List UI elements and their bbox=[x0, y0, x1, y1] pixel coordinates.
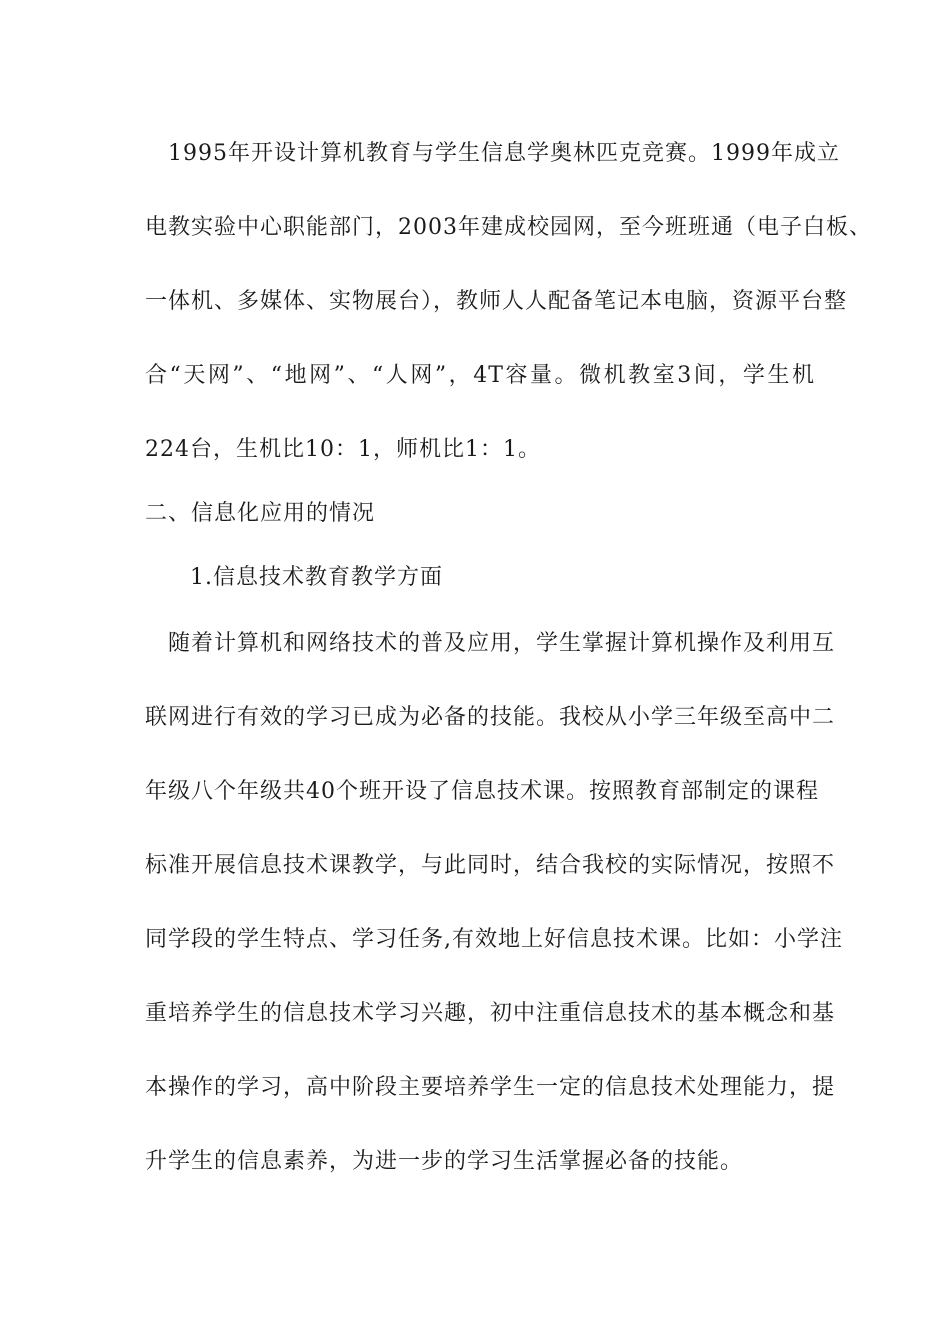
subsection-heading: 1.信息技术教育教学方面 bbox=[190, 565, 443, 590]
section-heading: 二、信息化应用的情况 bbox=[145, 501, 376, 526]
paragraph-line: 1995年开设计算机教育与学生信息学奥林匹克竞赛。1999年成立 bbox=[168, 141, 840, 166]
paragraph-line: 随着计算机和网络技术的普及应用，学生掌握计算机操作及利用互 bbox=[168, 631, 836, 656]
paragraph-line: 合“天网”、“地网”、“人网”，4T容量。微机教室3间，学生机 bbox=[145, 363, 815, 388]
paragraph-line: 224台，生机比10：1，师机比1：1。 bbox=[145, 437, 541, 462]
paragraph-line: 电教实验中心职能部门，2003年建成校园网，至今班班通（电子白板、 bbox=[145, 215, 872, 240]
paragraph-line: 一体机、多媒体、实物展台），教师人人配备笔记本电脑，资源平台整 bbox=[145, 289, 848, 314]
paragraph-line: 升学生的信息素养，为进一步的学习生活掌握必备的技能。 bbox=[145, 1149, 744, 1174]
paragraph-line: 本操作的学习，高中阶段主要培养学生一定的信息技术处理能力，提 bbox=[145, 1075, 836, 1100]
paragraph-line: 年级八个年级共40个班开设了信息技术课。按照教育部制定的课程 bbox=[145, 779, 819, 804]
paragraph-line: 同学段的学生特点、学习任务,有效地上好信息技术课。比如：小学注 bbox=[145, 927, 843, 952]
paragraph-line: 联网进行有效的学习已成为必备的技能。我校从小学三年级至高中二 bbox=[145, 705, 836, 730]
paragraph-line: 重培养学生的信息技术学习兴趣，初中注重信息技术的基本概念和基 bbox=[145, 1001, 836, 1026]
paragraph-line: 标准开展信息技术课教学，与此同时，结合我校的实际情况，按照不 bbox=[145, 853, 836, 878]
